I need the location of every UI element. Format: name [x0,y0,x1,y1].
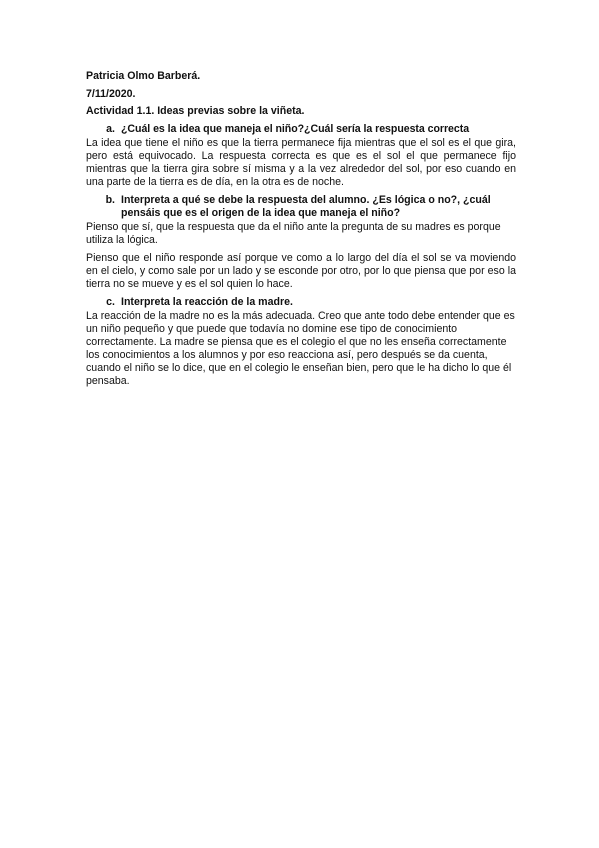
question-marker: c. [106,295,115,308]
question-a [86,123,516,136]
answer-paragraph: La idea que tiene el niño es que la tierra permanece fija mientras que el sol es el que gira, pero está equivocado. La respuesta correcta es que es el sol el que permanece fijo mientras que la tierra gira sobre sí misma y a la vez alrededor del sol, por eso cuando en una parte de la tierra es de día, en la otra es de noche. [86,136,516,188]
answer-paragraph: Pienso que sí, que la respuesta que da el niño ante la pregunta de su madres es porque utiliza la lógica. [86,220,501,246]
question-text: Interpreta a qué se debe la respuesta del alumno. ¿Es lógica o no?, ¿cuál pensáis que es el origen de la idea que maneja el niño? [121,193,491,219]
question-text: ¿Cuál es la idea que maneja el niño?¿Cuál sería la respuesta correcta [121,122,470,135]
question-marker: b. [105,193,115,206]
question-b [86,194,516,220]
question-marker: a. [106,122,115,135]
author-name: Patricia Olmo Barberá. [86,70,201,82]
document-date: 7/11/2020. [86,87,136,100]
document-content [86,70,516,393]
question-text: Interpreta la reacción de la madre. [121,295,293,308]
answer-paragraph: La reacción de la madre no es la más adecuada. Creo que ante todo debe entender que es un niño pequeño y que puede que todavía no domine ese tipo de conocimiento correctamente. La madre se piensa que es el colegio el que no les enseña correctamente los conocimientos a los alumnos y por eso reacciona así, pero después se da cuenta, cuando el niño se lo dice, que en el colegio le enseñan bien, pero que le ha dicho lo que él pensaba. [86,309,515,387]
answer-paragraph: Pienso que el niño responde así porque ve como a lo largo del día el sol se va moviendo en el cielo, y como sale por un lado y se esconde por otro, por lo que piensa que por eso la tierra no se mueve y es el sol quien lo hace. [86,251,516,290]
activity-title: Actividad 1.1. Ideas previas sobre la viñeta. [86,105,305,117]
question-c [86,296,516,309]
